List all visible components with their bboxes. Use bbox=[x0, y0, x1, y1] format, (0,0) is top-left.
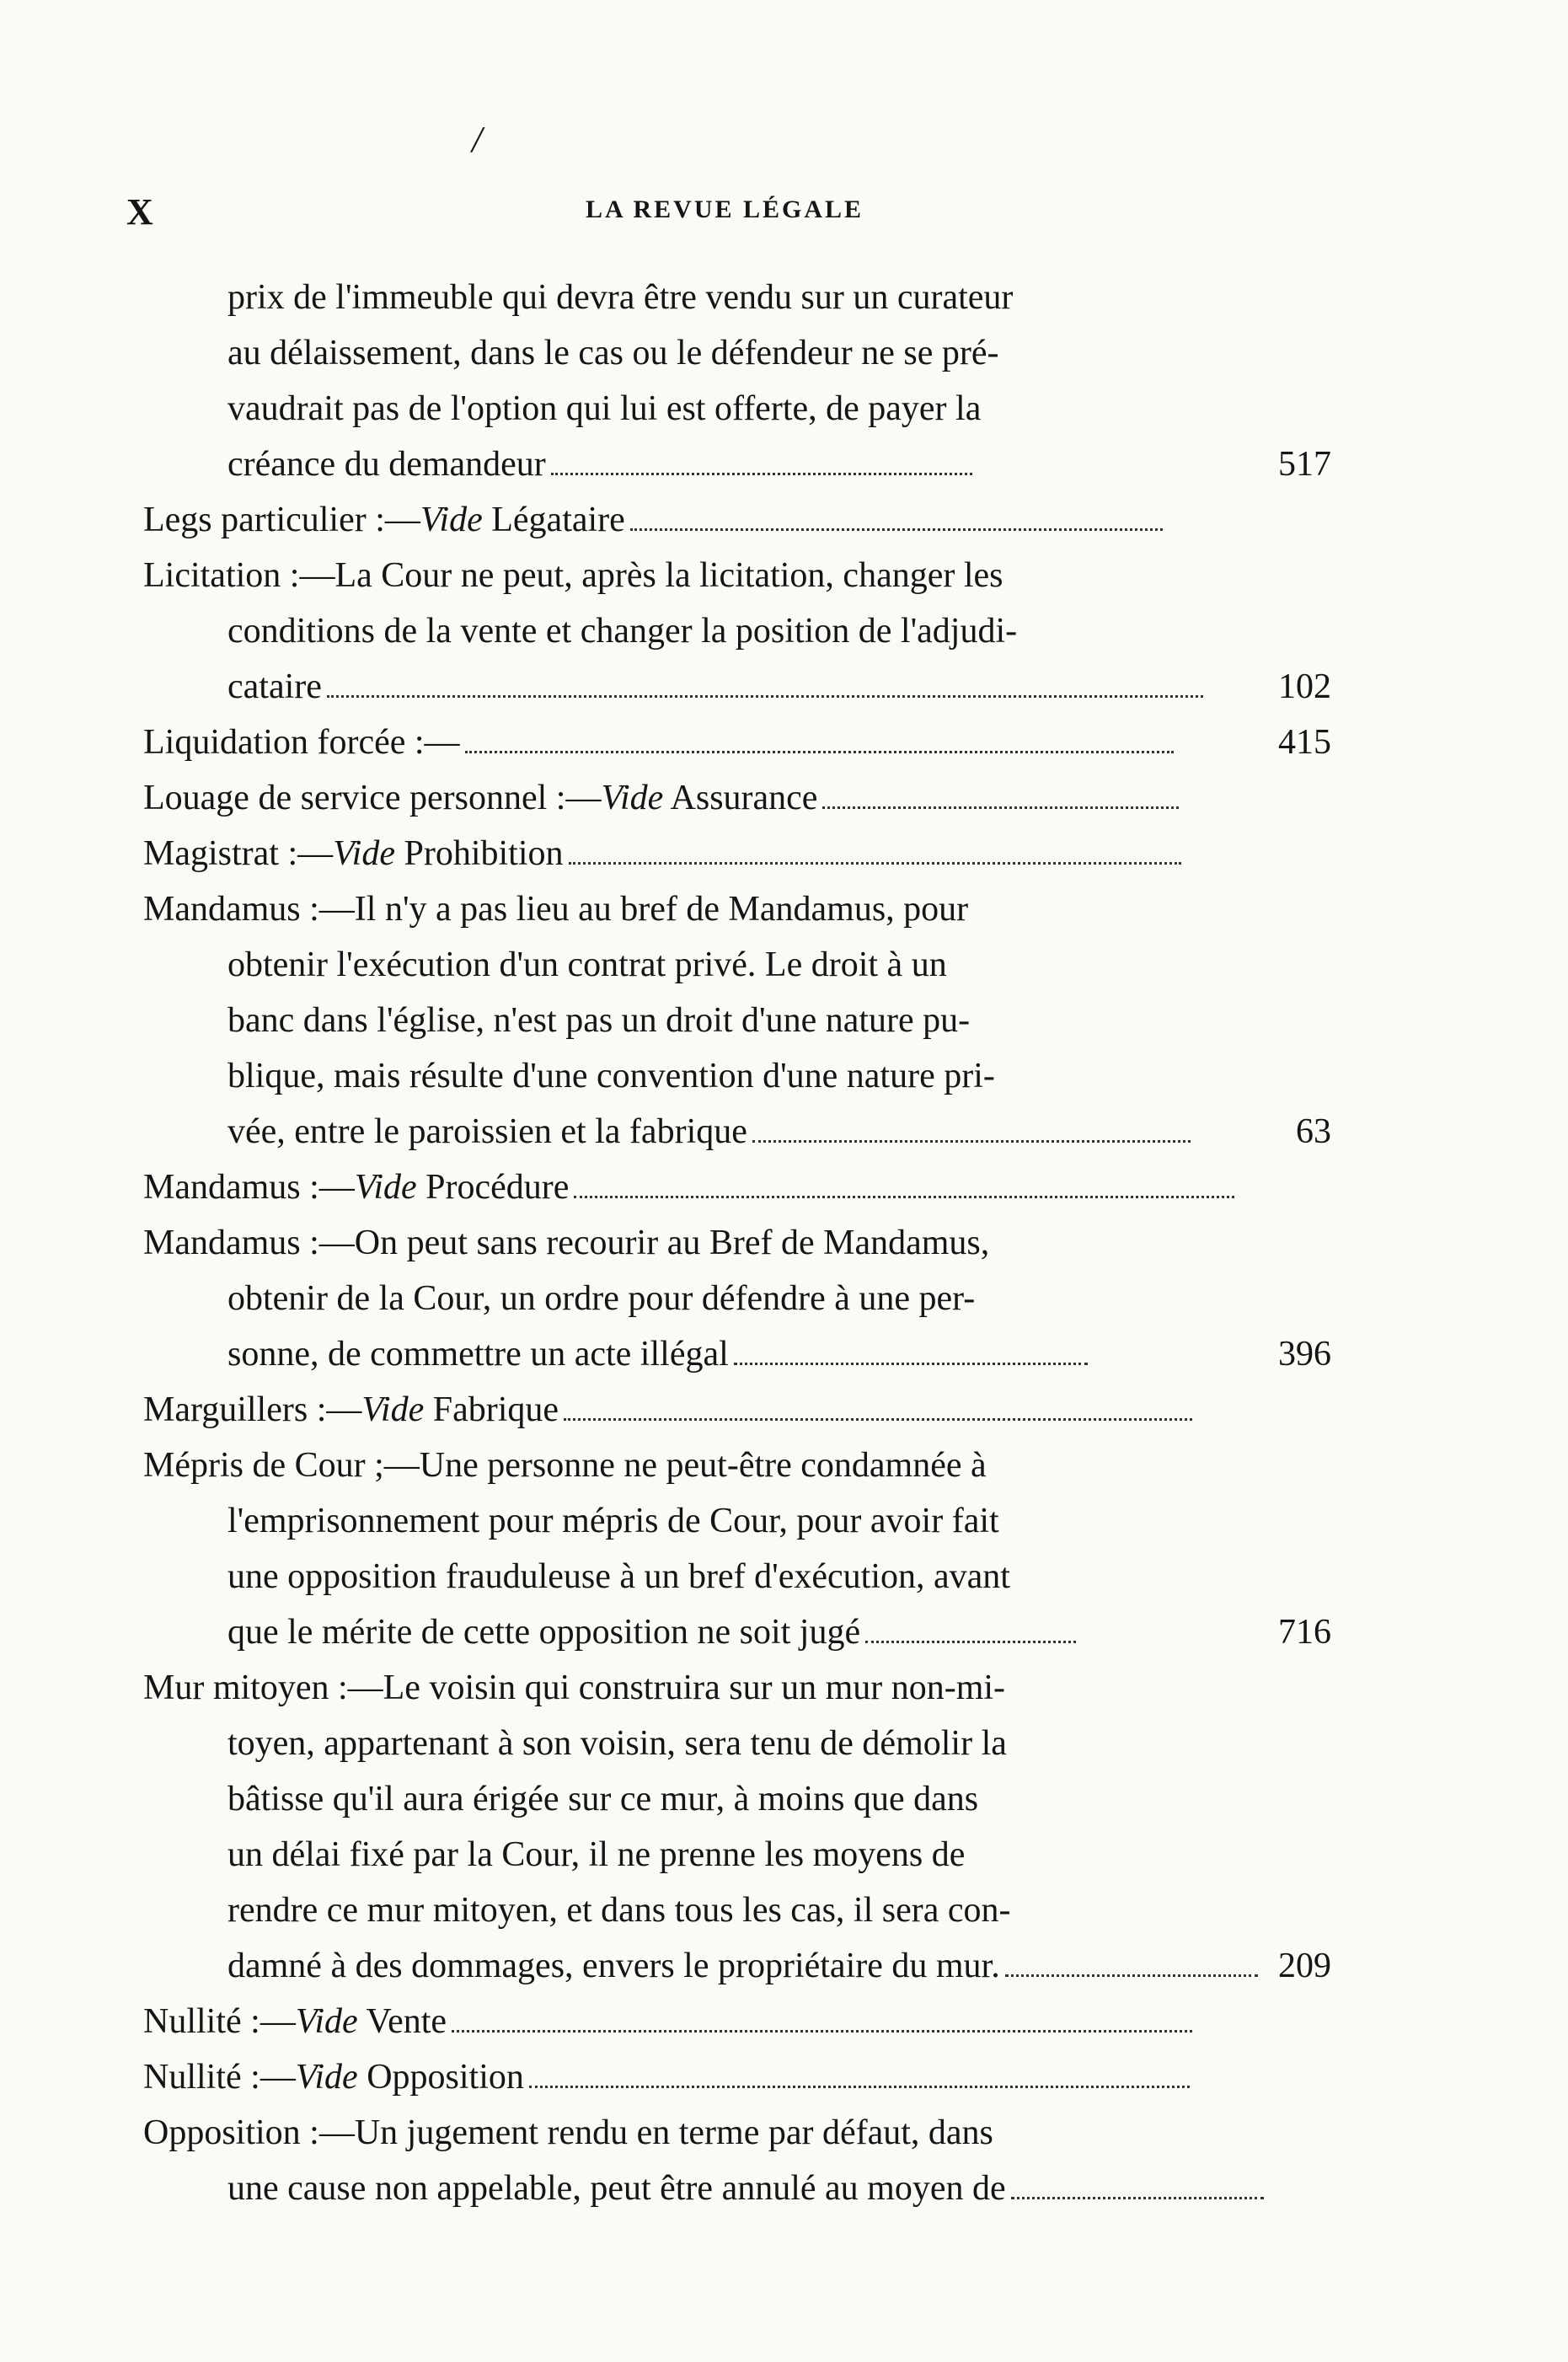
entry-head: Nullité :— bbox=[143, 2002, 296, 2041]
entry-text: l'emprisonnement pour mépris de Cour, pour avoir fait bbox=[227, 1502, 999, 1540]
vide-label: Vide bbox=[361, 1390, 425, 1429]
page-reference: 209 bbox=[1278, 1947, 1331, 1985]
cross-reference: Légataire bbox=[491, 501, 625, 539]
cross-reference: Opposition bbox=[367, 2058, 524, 2097]
entry-text: vaudrait pas de l'option qui lui est offerte, de payer la bbox=[227, 389, 982, 428]
page-reference: 63 bbox=[1296, 1112, 1331, 1151]
entry-line bbox=[143, 1215, 1323, 1271]
dot-leader bbox=[822, 806, 1179, 809]
entry-head: Louage de service personnel :— bbox=[143, 779, 602, 817]
page-reference: 716 bbox=[1278, 1613, 1331, 1652]
entry-line bbox=[143, 381, 1323, 437]
index-entry bbox=[143, 270, 1331, 492]
cross-reference: Assurance bbox=[670, 779, 818, 817]
vide-label: Vide bbox=[420, 501, 483, 539]
entry-text: sonne, de commettre un acte illégal bbox=[227, 1335, 729, 1374]
entry-line bbox=[143, 325, 1323, 381]
index-entry bbox=[143, 2105, 1323, 2216]
entry-line bbox=[143, 937, 1323, 993]
entry-line bbox=[143, 1104, 1331, 1160]
entry-line bbox=[143, 659, 1331, 715]
entry-text: toyen, appartenant à son voisin, sera tenu de démolir la bbox=[227, 1724, 1007, 1763]
page-reference: 517 bbox=[1278, 445, 1331, 484]
dot-leader bbox=[551, 473, 972, 475]
dot-leader bbox=[574, 1196, 1234, 1198]
dot-leader bbox=[529, 2086, 1190, 2088]
entry-line bbox=[143, 1994, 1323, 2049]
entry-line bbox=[143, 1438, 1323, 1493]
entry-line bbox=[143, 492, 1323, 548]
dot-leader bbox=[327, 695, 1203, 698]
entry-line bbox=[143, 603, 1323, 659]
entry-text: Mandamus :—On peut sans recourir au Bref de Mandamus, bbox=[143, 1224, 990, 1262]
entry-line bbox=[143, 1382, 1323, 1438]
index-body bbox=[143, 270, 1331, 2216]
dot-leader bbox=[630, 528, 1163, 531]
entry-head: Nullité :— bbox=[143, 2058, 296, 2097]
entry-line bbox=[143, 1271, 1323, 1326]
entry-line bbox=[143, 1493, 1323, 1549]
entry-line bbox=[143, 2049, 1323, 2105]
entry-text: obtenir l'exécution d'un contrat privé. Le droit à un bbox=[227, 945, 947, 984]
cross-reference: Prohibition bbox=[404, 834, 564, 873]
index-entry bbox=[143, 1994, 1323, 2049]
index-entry bbox=[143, 770, 1323, 826]
entry-line bbox=[143, 1604, 1331, 1660]
running-title: LA REVUE LÉGALE bbox=[585, 195, 864, 223]
entry-text: une cause non appelable, peut être annulé au moyen de bbox=[227, 2169, 1006, 2208]
entry-line bbox=[143, 1883, 1323, 1938]
entry-text: banc dans l'église, n'est pas un droit d'une nature pu- bbox=[227, 1001, 971, 1040]
entry-head: Legs particulier :— bbox=[143, 501, 420, 539]
vide-label: Vide bbox=[295, 2058, 358, 2097]
index-entry bbox=[143, 1438, 1331, 1660]
dot-leader bbox=[564, 1418, 1192, 1421]
dot-leader bbox=[734, 1363, 1088, 1365]
index-entry bbox=[143, 548, 1331, 715]
entry-text: rendre ce mur mitoyen, et dans tous les cas, il sera con- bbox=[227, 1891, 1011, 1930]
page-reference: 102 bbox=[1278, 667, 1331, 706]
index-entry bbox=[143, 1160, 1323, 1215]
entry-text: damné à des dommages, envers le propriétaire du mur. bbox=[227, 1947, 1000, 1985]
dot-leader bbox=[865, 1641, 1076, 1643]
entry-text: obtenir de la Cour, un ordre pour défendre à une per- bbox=[227, 1279, 976, 1318]
entry-line bbox=[143, 1549, 1323, 1604]
entry-line bbox=[143, 1660, 1323, 1716]
dot-leader bbox=[465, 751, 1174, 753]
vide-label: Vide bbox=[295, 2002, 358, 2041]
index-entry bbox=[143, 1382, 1323, 1438]
entry-text: Mandamus :—Il n'y a pas lieu au bref de Mandamus, pour bbox=[143, 890, 969, 929]
entry-text: créance du demandeur bbox=[227, 445, 546, 484]
pencil-mark: / bbox=[472, 119, 483, 160]
entry-text: blique, mais résulte d'une convention d'une nature pri- bbox=[227, 1057, 995, 1095]
index-entry bbox=[143, 1215, 1331, 1382]
dot-leader bbox=[1011, 2197, 1264, 2199]
dot-leader bbox=[752, 1140, 1191, 1143]
entry-text: au délaissement, dans le cas ou le défendeur ne se pré- bbox=[227, 334, 999, 372]
cross-reference: Fabrique bbox=[432, 1390, 559, 1429]
entry-head: Liquidation forcée :— bbox=[143, 723, 460, 762]
index-entry bbox=[143, 2049, 1323, 2105]
entry-line bbox=[143, 270, 1323, 325]
entry-line bbox=[143, 770, 1323, 826]
vide-label: Vide bbox=[333, 834, 395, 873]
entry-line bbox=[143, 1938, 1331, 1994]
entry-line bbox=[143, 548, 1323, 603]
entry-line bbox=[143, 881, 1323, 937]
entry-line bbox=[143, 1827, 1323, 1883]
entry-text: que le mérite de cette opposition ne soit jugé bbox=[227, 1613, 861, 1652]
page-number: X bbox=[126, 191, 153, 233]
dot-leader bbox=[452, 2030, 1192, 2033]
page-reference: 396 bbox=[1278, 1335, 1331, 1374]
entry-text: une opposition frauduleuse à un bref d'exécution, avant bbox=[227, 1557, 1010, 1596]
vide-label: Vide bbox=[354, 1168, 417, 1207]
entry-text: Licitation :—La Cour ne peut, après la licitation, changer les bbox=[143, 556, 1003, 595]
entry-head: Magistrat :— bbox=[143, 834, 334, 873]
entry-line bbox=[143, 1326, 1331, 1382]
entry-text: un délai fixé par la Cour, il ne prenne les moyens de bbox=[227, 1835, 966, 1874]
page-reference: 415 bbox=[1278, 723, 1331, 762]
entry-text: cataire bbox=[227, 667, 322, 706]
vide-label: Vide bbox=[601, 779, 664, 817]
index-entry bbox=[143, 492, 1323, 548]
entry-line bbox=[143, 715, 1331, 770]
running-header bbox=[126, 190, 1323, 241]
cross-reference: Vente bbox=[366, 2002, 447, 2041]
entry-text: bâtisse qu'il aura érigée sur ce mur, à moins que dans bbox=[227, 1780, 979, 1818]
entry-line bbox=[143, 1048, 1323, 1104]
entry-text: Opposition :—Un jugement rendu en terme par défaut, dans bbox=[143, 2113, 993, 2152]
entry-line bbox=[143, 437, 1331, 492]
entry-head: Marguillers :— bbox=[143, 1390, 362, 1429]
index-entry bbox=[143, 1660, 1331, 1994]
entry-line bbox=[143, 1771, 1323, 1827]
entry-text: prix de l'immeuble qui devra être vendu sur un curateur bbox=[227, 278, 1014, 317]
index-entry bbox=[143, 826, 1323, 881]
dot-leader bbox=[1005, 1974, 1258, 1977]
entry-text: Mur mitoyen :—Le voisin qui construira sur un mur non-mi- bbox=[143, 1668, 1006, 1707]
dot-leader bbox=[569, 862, 1181, 865]
entry-head: Mandamus :— bbox=[143, 1168, 355, 1207]
entry-line bbox=[143, 2105, 1323, 2161]
index-entry bbox=[143, 881, 1331, 1160]
entry-line bbox=[143, 993, 1323, 1048]
entry-text: vée, entre le paroissien et la fabrique bbox=[227, 1112, 747, 1151]
entry-text: Mépris de Cour ;—Une personne ne peut-être condamnée à bbox=[143, 1446, 987, 1485]
entry-line bbox=[143, 1160, 1323, 1215]
entry-line bbox=[143, 1716, 1323, 1771]
cross-reference: Procédure bbox=[425, 1168, 570, 1207]
index-entry bbox=[143, 715, 1331, 770]
entry-text: conditions de la vente et changer la position de l'adjudi- bbox=[227, 612, 1018, 651]
entry-line bbox=[143, 2161, 1323, 2216]
entry-line bbox=[143, 826, 1323, 881]
